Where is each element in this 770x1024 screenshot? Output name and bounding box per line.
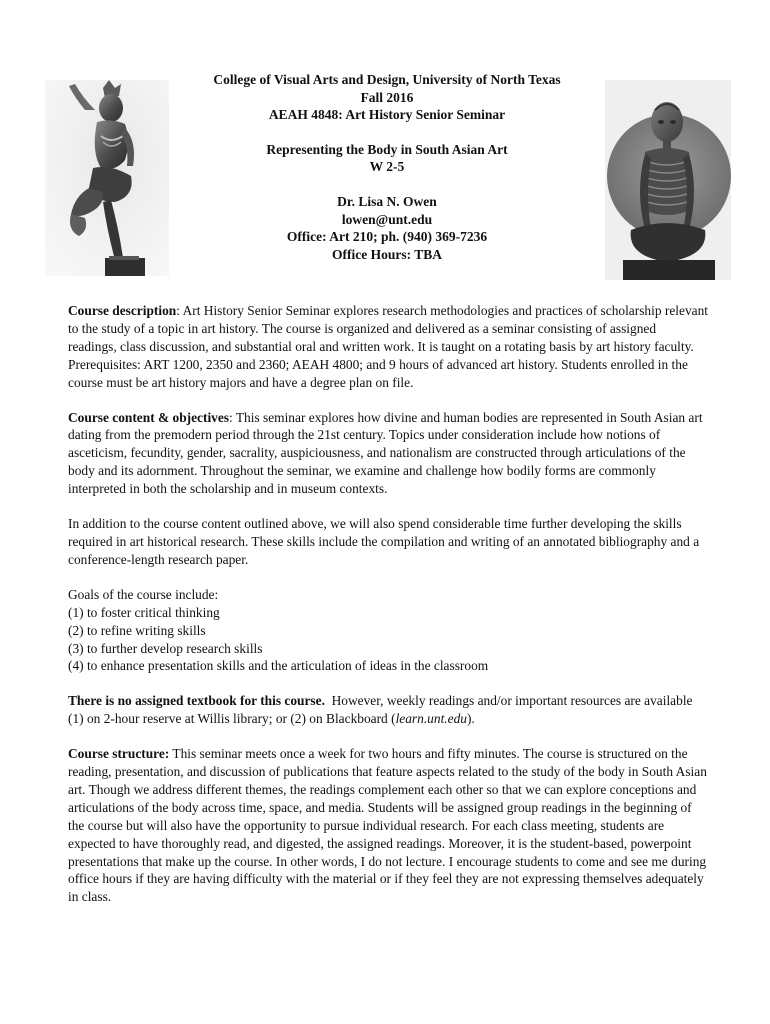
course-description-section bbox=[68, 302, 708, 392]
dancing-figure-sculpture-image bbox=[45, 80, 169, 276]
course-structure-text: This seminar meets once a week for two hours and fifty minutes. The course is structured on the reading, presentation, and discussion of publications that feature aspects related to the study of the body in South Asian art. Though we address different themes, the readings complement each other so that we can explore conceptions and articulations of the body across time, space, and media. Students will be assigned group readings in the beginning of the course but will also have the opportunity to pursue individual research. For each class meeting, students are expected to have thoroughly read, and digested, the assigned readings. Moreover, it is the student-based, powerpoint presentations that make up the course. In other words, I do not lecture. I encourage students to come and see me during office hours if they are having difficulty with the material or if they feel they are not expressing themselves adequately in class. bbox=[68, 746, 707, 905]
spacer bbox=[170, 124, 604, 141]
skills-paragraph: In addition to the course content outlined above, we will also spend considerable time further developing the skills required in art historical research. These skills include the compilation and writing of an annotated bibliography and a conference-length research paper. bbox=[68, 516, 700, 567]
textbook-text: However, weekly readings and/or important resources are available (1) on 2-hour reserve at Willis library; or (2) on Blackboard ( bbox=[68, 693, 696, 727]
textbook-heading: There is no assigned textbook for this course. bbox=[68, 693, 325, 709]
office-hours: Office Hours: TBA bbox=[332, 246, 442, 262]
textbook-section bbox=[68, 692, 708, 728]
goals-section bbox=[68, 586, 708, 676]
list-item: (1) to foster critical thinking bbox=[68, 604, 220, 620]
list-item: (4) to enhance presentation skills and the articulation of ideas in the classroom bbox=[68, 658, 489, 674]
course-description-text: : Art History Senior Seminar explores research methodologies and practices of scholarship relevant to the study of a topic in art history. The course is organized and delivered as a seminar consisting of assigned readings, class discussion, and substantial oral and written work. It is taught on a rotating basis by art history faculty. Prerequisites: ART 1200, 2350 and 2360; AEAH 4800; and 9 hours of advanced art history. Students enrolled in the course must be art history majors and have a degree plan on file. bbox=[68, 303, 708, 390]
textbook-text-end: ). bbox=[466, 711, 475, 727]
course-code: AEAH 4848: Art History Senior Seminar bbox=[268, 107, 506, 123]
college-name: College of Visual Arts and Design, University of North Texas bbox=[213, 72, 561, 87]
fasting-figure-sculpture-image bbox=[605, 80, 731, 280]
meeting-time: W 2-5 bbox=[369, 159, 405, 175]
course-content-section bbox=[68, 409, 708, 499]
instructor-email[interactable]: lowen@unt.edu bbox=[341, 211, 433, 227]
goals-intro: Goals of the course include: bbox=[68, 586, 219, 602]
syllabus-header bbox=[170, 71, 604, 263]
course-title: Representing the Body in South Asian Art bbox=[266, 141, 508, 157]
instructor-name: Dr. Lisa N. Owen bbox=[337, 193, 437, 209]
term: Fall 2016 bbox=[360, 89, 414, 105]
blackboard-link[interactable]: learn.unt.edu bbox=[395, 711, 467, 727]
course-content-text: : This seminar explores how divine and human bodies are represented in South Asian art dating from the premodern period through the 21st century. Topics under consideration include how notions of asceticism, fecundity, gender, sacrality, auspiciousness, and nationalism are constructed through articulations of the body and its adornment. Throughout the seminar, we examine and challenge how bodily forms are commonly interpreted in both the scholarship and in museum contexts. bbox=[68, 409, 703, 497]
course-description-heading: Course description bbox=[68, 303, 177, 318]
office-info: Office: Art 210; ph. (940) 369-7236 bbox=[286, 229, 488, 245]
list-item: (2) to refine writing skills bbox=[68, 622, 206, 638]
course-content-heading: Course content & objectives bbox=[68, 409, 230, 425]
course-structure-heading: Course structure: bbox=[68, 746, 170, 762]
course-structure-section bbox=[68, 745, 708, 906]
list-item: (3) to further develop research skills bbox=[68, 640, 263, 656]
syllabus-body bbox=[68, 302, 708, 923]
spacer bbox=[170, 176, 604, 193]
